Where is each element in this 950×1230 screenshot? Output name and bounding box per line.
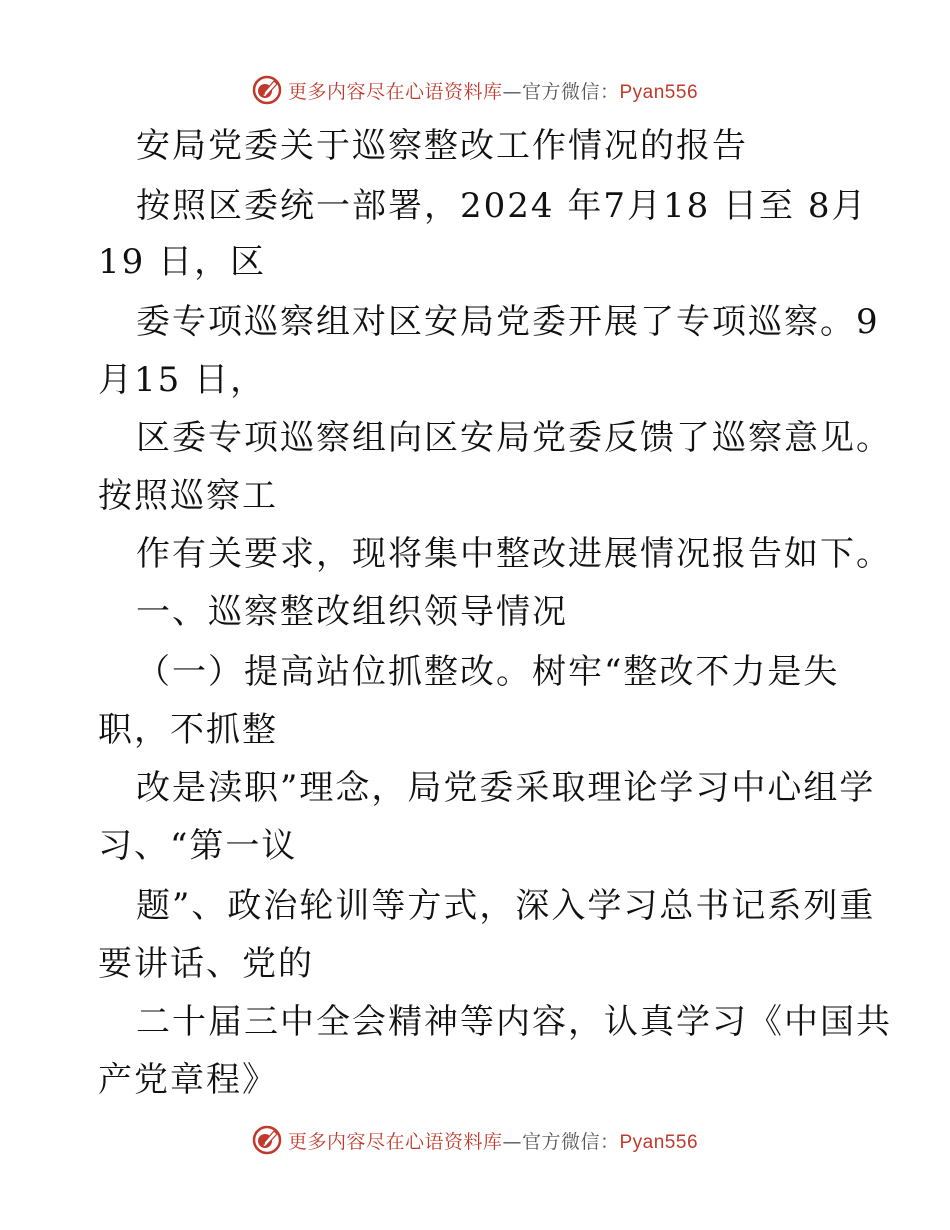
watermark-dash: — <box>502 80 522 103</box>
red-pen-circle-logo-icon <box>252 75 282 105</box>
paragraph-line: 职，不抓整 <box>98 710 278 750</box>
watermark-dash: — <box>502 1130 522 1153</box>
watermark-wechat-id: Pyan556 <box>619 1131 699 1153</box>
watermark-text <box>288 77 698 104</box>
paragraph-line: 委专项巡察组对区安局党委开展了专项巡察。9 <box>136 302 880 342</box>
paragraph-line: 按照区委统一部署，2024 年7月18 日至 8月 <box>136 186 868 226</box>
paragraph-line: 作有关要求，现将集中整改进展情况报告如下。 <box>136 534 892 574</box>
paragraph-line: 要讲话、党的 <box>98 944 314 984</box>
paragraph-line: 月15 日， <box>98 360 267 400</box>
section-heading: 一、巡察整改组织领导情况 <box>136 592 568 632</box>
header-watermark <box>0 72 950 108</box>
paragraph-line: 习、“第一议 <box>98 826 298 866</box>
paragraph-line: 19 日，区 <box>98 242 267 282</box>
paragraph-line: 产党章程》 <box>98 1060 278 1100</box>
watermark-site: 更多内容尽在心语资料库 <box>287 80 503 103</box>
watermark-text <box>288 1127 698 1154</box>
watermark-wechat-id: Pyan556 <box>619 81 699 103</box>
subsection-line: （一）提高站位抓整改。树牢“整改不力是失 <box>136 652 840 692</box>
paragraph-line: 题”、政治轮训等方式，深入学习总书记系列重 <box>136 886 876 926</box>
paragraph-line: 二十届三中全会精神等内容，认真学习《中国共 <box>136 1002 892 1042</box>
paragraph-line: 按照巡察工 <box>98 476 278 516</box>
watermark-wechat-label: 官方微信： <box>521 80 620 103</box>
watermark-site: 更多内容尽在心语资料库 <box>287 1130 503 1153</box>
footer-watermark <box>0 1122 950 1158</box>
red-pen-circle-logo-icon <box>252 1125 282 1155</box>
paragraph-line: 区委专项巡察组向区安局党委反馈了巡察意见。 <box>136 418 892 458</box>
watermark-wechat-label: 官方微信： <box>521 1130 620 1153</box>
paragraph-line: 改是渎职”理念，局党委采取理论学习中心组学 <box>136 768 876 808</box>
document-title: 安局党委关于巡察整改工作情况的报告 <box>136 126 748 166</box>
